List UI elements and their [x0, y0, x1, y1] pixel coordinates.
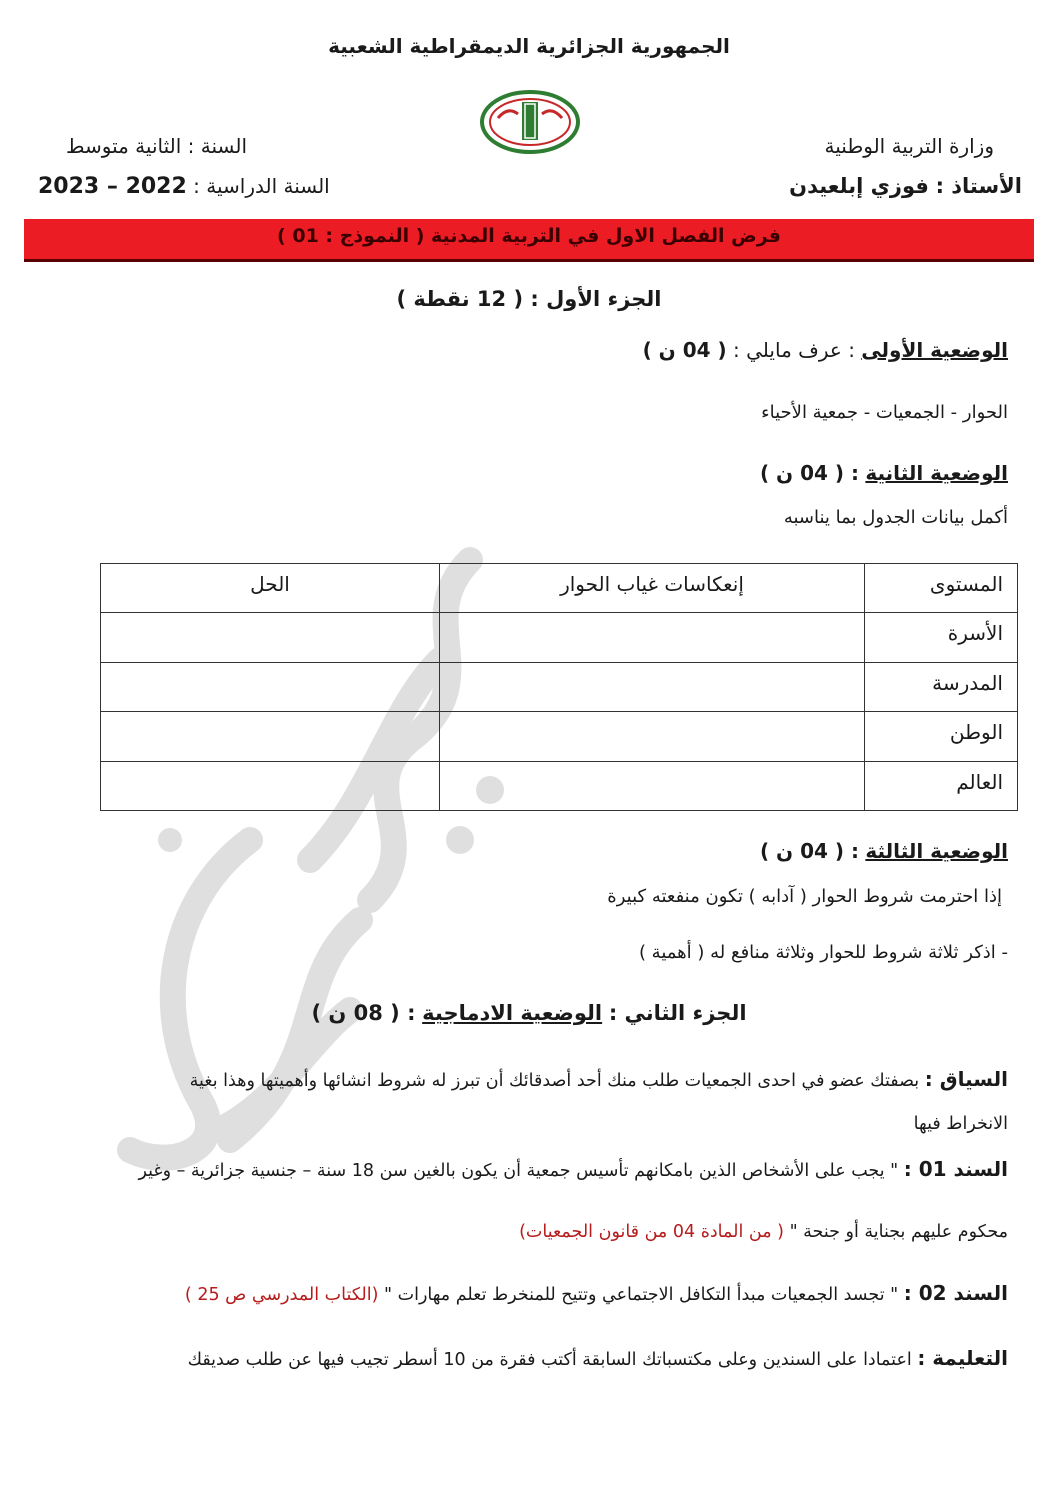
table-cell-level: الوطن	[865, 712, 1018, 761]
doc1-source: ( من المادة 04 من قانون الجمعيات)	[519, 1222, 784, 1242]
ministry-name: وزارة التربية الوطنية	[824, 134, 994, 158]
situation2-title: الوضعية الثانية	[865, 461, 1008, 485]
table-cell-effects[interactable]	[440, 712, 865, 761]
context-text-continued: الانخراط فيها	[913, 1114, 1008, 1134]
doc2-text: " تجسد الجمعيات مبدأ التكافل الاجتماعي وتتيح للمنخرط تعلم مهارات "	[384, 1285, 899, 1305]
task-label: التعليمة :	[917, 1346, 1008, 1370]
grade-line	[66, 134, 247, 158]
dialogue-table	[100, 563, 1018, 811]
part2-heading	[0, 1001, 1058, 1025]
context-label: السياق :	[924, 1067, 1008, 1091]
doc2-line	[185, 1281, 1008, 1305]
grade-label: السنة :	[187, 134, 248, 158]
table-cell-level: المدرسة	[865, 662, 1018, 711]
part2-heading-points: : ( 08 ن )	[311, 1001, 416, 1025]
situation1-title: الوضعية الأولى	[861, 338, 1008, 362]
situation1-points: ( 04 ن )	[642, 338, 727, 362]
teacher-name: فوزي إبلعيدن	[789, 174, 929, 198]
table-cell-level: العالم	[865, 761, 1018, 810]
doc1-label: السند 01 :	[903, 1157, 1008, 1181]
table-cell-solution[interactable]	[101, 613, 440, 662]
table-cell-effects[interactable]	[440, 662, 865, 711]
table-row	[101, 613, 1018, 662]
task-line	[188, 1346, 1008, 1370]
table-header-solution: الحل	[101, 564, 440, 613]
title-banner	[24, 219, 1034, 262]
ministry-logo-icon	[478, 88, 582, 156]
doc1-text-continued: محكوم عليهم بجناية أو جنحة "	[789, 1222, 1008, 1242]
doc2-source: (الكتاب المدرسي ص 25 )	[184, 1285, 379, 1305]
table-row	[101, 761, 1018, 810]
year-line	[38, 174, 330, 199]
table-cell-solution[interactable]	[101, 712, 440, 761]
situation1-terms: الحوار - الجمعيات - جمعية الأحياء	[761, 402, 1008, 423]
context-text: بصفتك عضو في احدى الجمعيات طلب منك أحد أصدقائك أن تبرز له شروط انشائها وأهميتها وهذا بغية	[189, 1071, 920, 1091]
table-row	[101, 712, 1018, 761]
table-header-level: المستوى	[865, 564, 1018, 613]
situation3-points: : ( 04 ن )	[759, 839, 860, 863]
table-cell-effects[interactable]	[440, 761, 865, 810]
situation2-points: : ( 04 ن )	[759, 461, 860, 485]
task-text: اعتمادا على السندين وعلى مكتسباتك السابقة أكتب فقرة من 10 أسطر تجيب فيها عن طلب صديقك	[187, 1350, 912, 1370]
republic-title: الجمهورية الجزائرية الديمقراطية الشعبية	[328, 34, 730, 58]
table-row	[101, 662, 1018, 711]
banner-text: فرض الفصل الاول في التربية المدنية ( النموذج : 01 )	[277, 225, 781, 247]
situation3-question: - اذكر ثلاثة شروط للحوار وثلاثة منافع له ( أهمية )	[638, 942, 1008, 963]
teacher-line	[789, 174, 1022, 198]
doc1-text: " يجب على الأشخاص الذين بامكانهم تأسيس جمعية أن يكون بالغين سن 18 سنة – جنسية جزائرية – وغير	[138, 1161, 899, 1181]
context-line	[190, 1067, 1008, 1091]
table-cell-solution[interactable]	[101, 662, 440, 711]
situation3-line	[760, 839, 1008, 863]
teacher-label: الأستاذ :	[935, 174, 1022, 198]
part2-heading-title: الوضعية الادماجية	[422, 1001, 603, 1025]
situation3-title: الوضعية الثالثة	[865, 839, 1008, 863]
part2-heading-prefix: الجزء الثاني :	[608, 1001, 747, 1025]
situation2-line	[760, 461, 1008, 485]
year-value: 2022 – 2023	[38, 174, 187, 199]
situation1-instruction: : عرف مايلي :	[733, 338, 855, 362]
grade-value: الثانية متوسط	[66, 134, 182, 158]
situation3-statement: إذا احترمت شروط الحوار ( آدابه ) تكون منفعته كبيرة	[607, 886, 1002, 907]
year-label: السنة الدراسية :	[193, 174, 330, 198]
situation1-line	[643, 338, 1008, 362]
table-header-row	[101, 564, 1018, 613]
situation2-instruction: أكمل بيانات الجدول بما يناسبه	[783, 507, 1008, 528]
doc1-line2	[519, 1222, 1008, 1242]
table-cell-solution[interactable]	[101, 761, 440, 810]
part1-heading: الجزء الأول : ( 12 نقطة )	[396, 287, 662, 311]
doc1-line	[138, 1157, 1008, 1181]
doc2-label: السند 02 :	[903, 1281, 1008, 1305]
table-header-effects: إنعكاسات غياب الحوار	[440, 564, 865, 613]
table-cell-effects[interactable]	[440, 613, 865, 662]
table-cell-level: الأسرة	[865, 613, 1018, 662]
